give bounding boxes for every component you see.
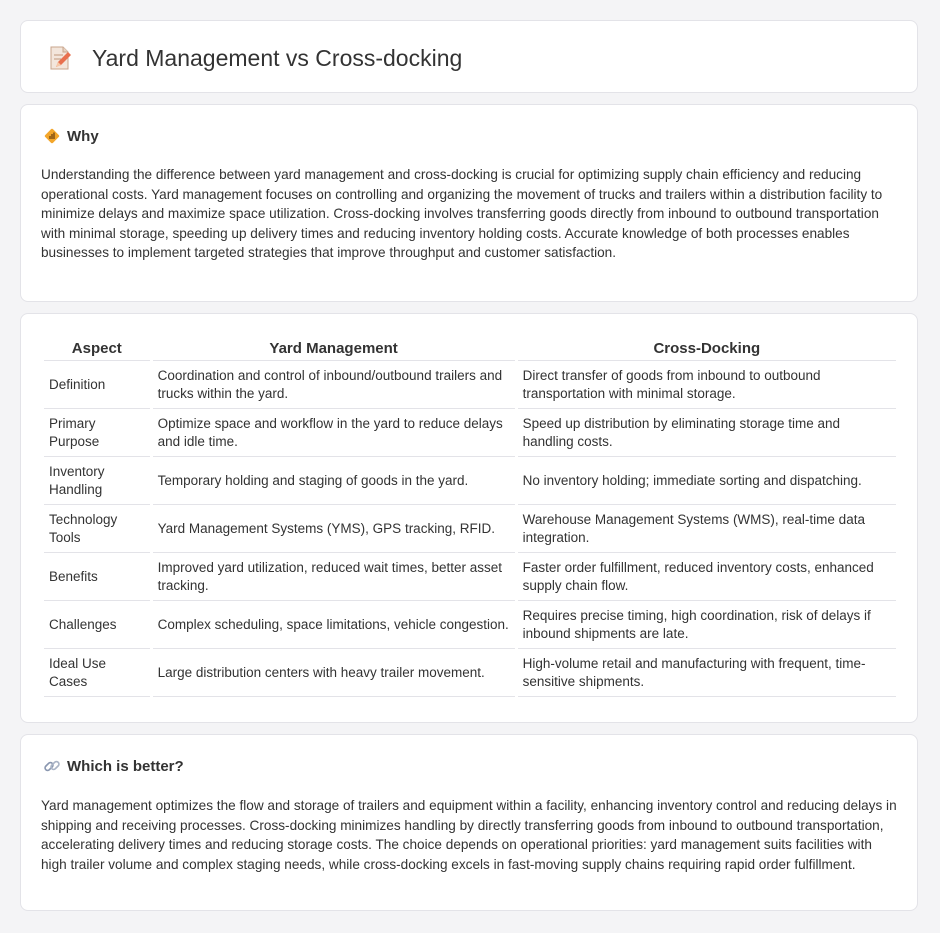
- yard-management-cell: Large distribution centers with heavy trailer movement.: [153, 649, 515, 697]
- yard-management-cell: Temporary holding and staging of goods in the yard.: [153, 457, 515, 505]
- diamond-signal-icon: [43, 127, 61, 145]
- table-row: [44, 601, 896, 649]
- table-row: [44, 649, 896, 697]
- aspect-cell: Benefits: [44, 553, 150, 601]
- yard-management-cell: Optimize space and workflow in the yard to reduce delays and idle time.: [153, 409, 515, 457]
- yard-management-cell: Coordination and control of inbound/outbound trailers and trucks within the yard.: [153, 361, 515, 409]
- aspect-cell: Challenges: [44, 601, 150, 649]
- cross-docking-cell: Speed up distribution by eliminating storage time and handling costs.: [518, 409, 896, 457]
- aspect-cell: Ideal Use Cases: [44, 649, 150, 697]
- header-yard-management: Yard Management: [153, 334, 515, 361]
- cross-docking-cell: High-volume retail and manufacturing with frequent, time-sensitive shipments.: [518, 649, 896, 697]
- cross-docking-cell: No inventory holding; immediate sorting and dispatching.: [518, 457, 896, 505]
- why-heading: Why: [67, 128, 99, 145]
- page-title: Yard Management vs Cross-docking: [92, 45, 463, 71]
- table-row: [44, 457, 896, 505]
- comparison-table: [41, 334, 899, 697]
- which-is-better-heading: Which is better?: [67, 758, 184, 775]
- table-header-row: [44, 334, 896, 361]
- cross-docking-cell: Requires precise timing, high coordination, risk of delays if inbound shipments are late.: [518, 601, 896, 649]
- which-is-better-section: [20, 734, 918, 911]
- why-section: [20, 104, 918, 302]
- aspect-cell: Technology Tools: [44, 505, 150, 553]
- table-row: [44, 361, 896, 409]
- table-row: [44, 409, 896, 457]
- cross-docking-cell: Warehouse Management Systems (WMS), real-time data integration.: [518, 505, 896, 553]
- aspect-cell: Inventory Handling: [44, 457, 150, 505]
- link-icon: [43, 757, 61, 775]
- yard-management-cell: Yard Management Systems (YMS), GPS tracking, RFID.: [153, 505, 515, 553]
- yard-management-cell: Improved yard utilization, reduced wait times, better asset tracking.: [153, 553, 515, 601]
- aspect-cell: Definition: [44, 361, 150, 409]
- yard-management-cell: Complex scheduling, space limitations, vehicle congestion.: [153, 601, 515, 649]
- cross-docking-cell: Direct transfer of goods from inbound to outbound transportation with minimal storage.: [518, 361, 896, 409]
- comparison-table-card: [20, 313, 918, 723]
- title-card: [20, 20, 918, 93]
- header-cross-docking: Cross-Docking: [518, 334, 896, 361]
- header-aspect: Aspect: [44, 334, 150, 361]
- table-row: [44, 505, 896, 553]
- aspect-cell: Primary Purpose: [44, 409, 150, 457]
- document-pen-icon: [48, 45, 72, 71]
- cross-docking-cell: Faster order fulfillment, reduced inventory costs, enhanced supply chain flow.: [518, 553, 896, 601]
- table-row: [44, 553, 896, 601]
- which-is-better-text: Yard management optimizes the flow and storage of trailers and equipment within a facility, enhancing inventory control and reducing delays in shipping and receiving processes. Cross-docking minimizes handling by directly transferring goods from inbound to outbound transportation, accelerating delivery times and reducing storage costs. The choice depends on operational priorities: yard management suits facilities with high trailer volume and complex staging needs, while cross-docking excels in fast-moving supply chains requiring rapid order fulfillment.: [41, 798, 897, 872]
- why-text: Understanding the difference between yard management and cross-docking is crucial for optimizing supply chain efficiency and reducing operational costs. Yard management focuses on controlling and organizing the movement of trucks and trailers within a distribution facility to minimize delays and maximize space utilization. Cross-docking involves transferring goods directly from inbound to outbound transportation with minimal storage, speeding up delivery times and reducing inventory holding costs. Accurate knowledge of both processes enables businesses to implement targeted strategies that improve throughput and customer satisfaction.: [41, 167, 883, 260]
